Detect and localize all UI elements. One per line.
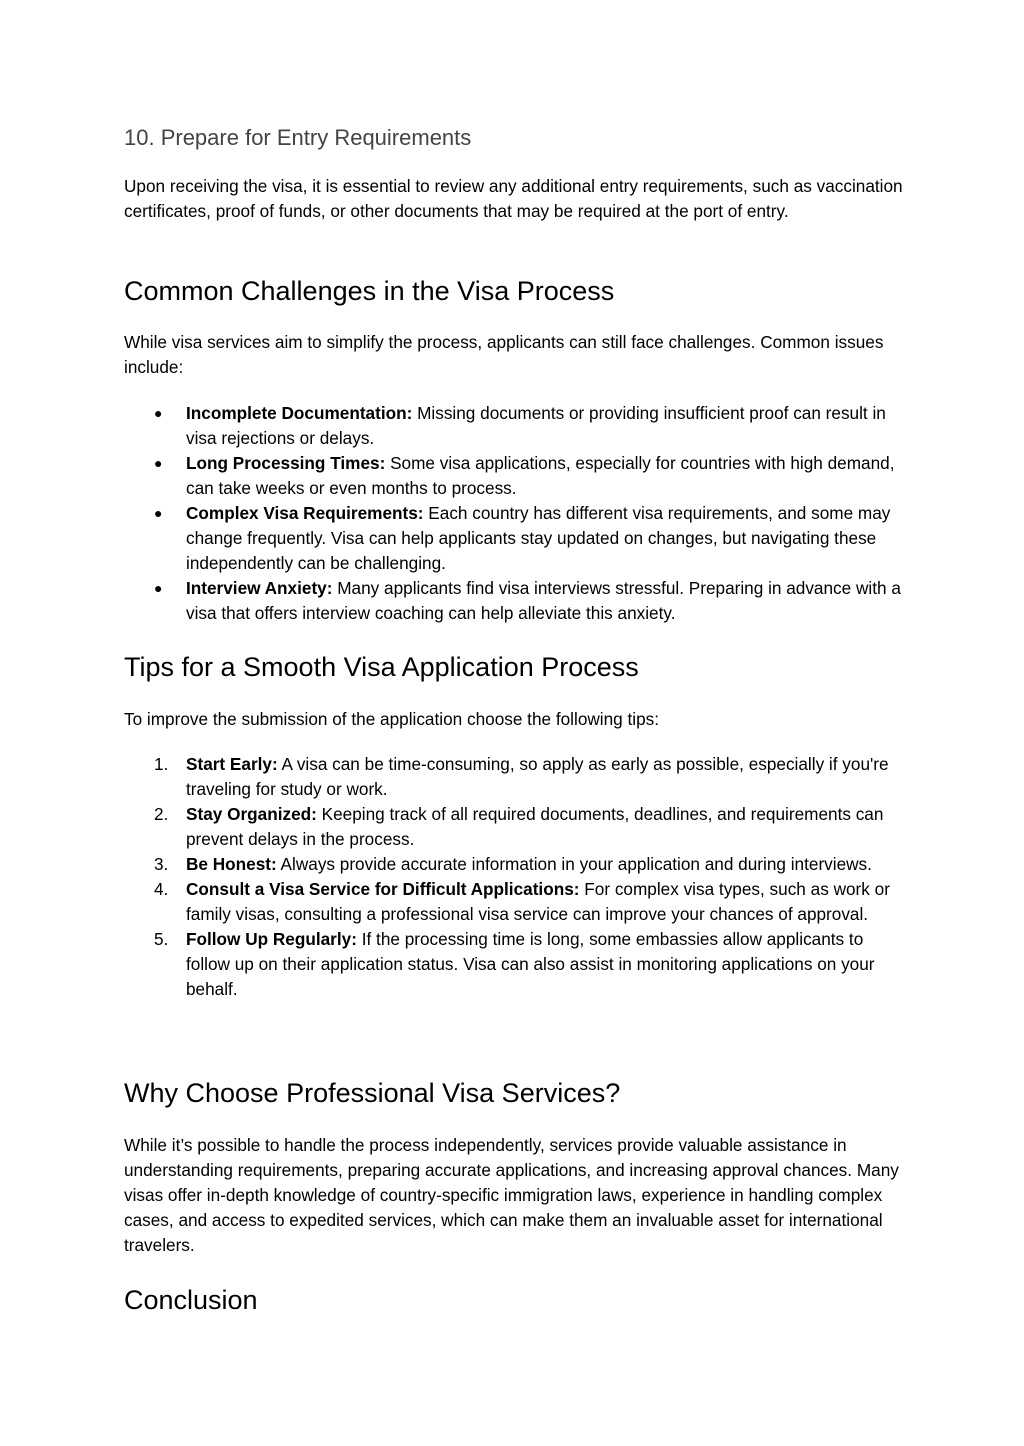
list-number: 3. xyxy=(154,854,169,874)
section-heading-tips: Tips for a Smooth Visa Application Process xyxy=(124,652,639,682)
why-choose-paragraph: While it’s possible to handle the process independently, services provide valuable assistance in understanding requirements, preparing accurate applications, and increasing approval chances. Many visas offer in-depth knowledge of country-specific immigration laws, experience in handling complex cases, and access to expedited services, which can make them an invaluable asset for international travelers. xyxy=(124,1135,899,1255)
list-item-text: Some visa applications, especially for countries with high demand, can take weeks or even months to process. xyxy=(186,453,895,498)
list-item xyxy=(124,752,904,802)
list-item-text: Missing documents or providing insufficient proof can result in visa rejections or delays. xyxy=(186,403,886,448)
section-heading-why-choose: Why Choose Professional Visa Services? xyxy=(124,1078,621,1108)
list-item-term: Consult a Visa Service for Difficult Applications: xyxy=(186,879,580,899)
challenges-bullet-list xyxy=(124,401,904,626)
list-item-term: Interview Anxiety: xyxy=(186,578,333,598)
list-item-text: Many applicants find visa interviews stressful. Preparing in advance with a visa that offers interview coaching can help alleviate this anxiety. xyxy=(186,578,901,623)
tips-intro-paragraph: To improve the submission of the application choose the following tips: xyxy=(124,709,660,729)
list-item xyxy=(124,852,904,877)
entry-requirements-paragraph: Upon receiving the visa, it is essential to review any additional entry requirements, such as vaccination certificates, proof of funds, or other documents that may be required at the port of entry. xyxy=(124,176,903,221)
list-item-text: For complex visa types, such as work or family visas, consulting a professional visa service can improve your chances of approval. xyxy=(186,879,890,924)
section-heading-common-challenges: Common Challenges in the Visa Process xyxy=(124,276,615,306)
list-number: 5. xyxy=(154,929,169,949)
list-item-term: Incomplete Documentation: xyxy=(186,403,413,423)
list-item xyxy=(124,576,904,626)
list-item xyxy=(124,877,904,927)
list-item-term: Long Processing Times: xyxy=(186,453,386,473)
tips-numbered-list xyxy=(124,752,904,1002)
list-item-text: Each country has different visa requirements, and some may change frequently. Visa can help applicants stay updated on changes, but navigating these independently can be challenging. xyxy=(186,503,891,573)
list-item-term: Complex Visa Requirements: xyxy=(186,503,424,523)
bullet-marker: ● xyxy=(154,405,163,421)
list-item xyxy=(124,501,904,576)
list-item-text: A visa can be time-consuming, so apply as early as possible, especially if you're traveling for study or work. xyxy=(186,754,889,799)
list-number: 2. xyxy=(154,804,169,824)
list-item-text: If the processing time is long, some embassies allow applicants to follow up on their application status. Visa can also assist in monitoring applications on your behalf. xyxy=(186,929,875,999)
list-item xyxy=(124,927,904,1002)
list-item-term: Be Honest: xyxy=(186,854,277,874)
list-number: 4. xyxy=(154,879,169,899)
bullet-marker: ● xyxy=(154,505,163,521)
bullet-marker: ● xyxy=(154,455,163,471)
list-item-term: Start Early: xyxy=(186,754,278,774)
challenges-intro-paragraph: While visa services aim to simplify the process, applicants can still face challenges. Common issues include: xyxy=(124,332,884,377)
section-heading-entry-requirements: 10. Prepare for Entry Requirements xyxy=(124,125,472,150)
list-item-text: Always provide accurate information in your application and during interviews. xyxy=(276,854,872,874)
list-item xyxy=(124,401,904,451)
section-heading-conclusion: Conclusion xyxy=(124,1285,258,1315)
bullet-marker: ● xyxy=(154,580,163,596)
list-item-term: Follow Up Regularly: xyxy=(186,929,357,949)
list-item xyxy=(124,802,904,852)
list-number: 1. xyxy=(154,754,169,774)
list-item-term: Stay Organized: xyxy=(186,804,317,824)
list-item-text: Keeping track of all required documents, deadlines, and requirements can prevent delays in the process. xyxy=(186,804,884,849)
list-item xyxy=(124,451,904,501)
